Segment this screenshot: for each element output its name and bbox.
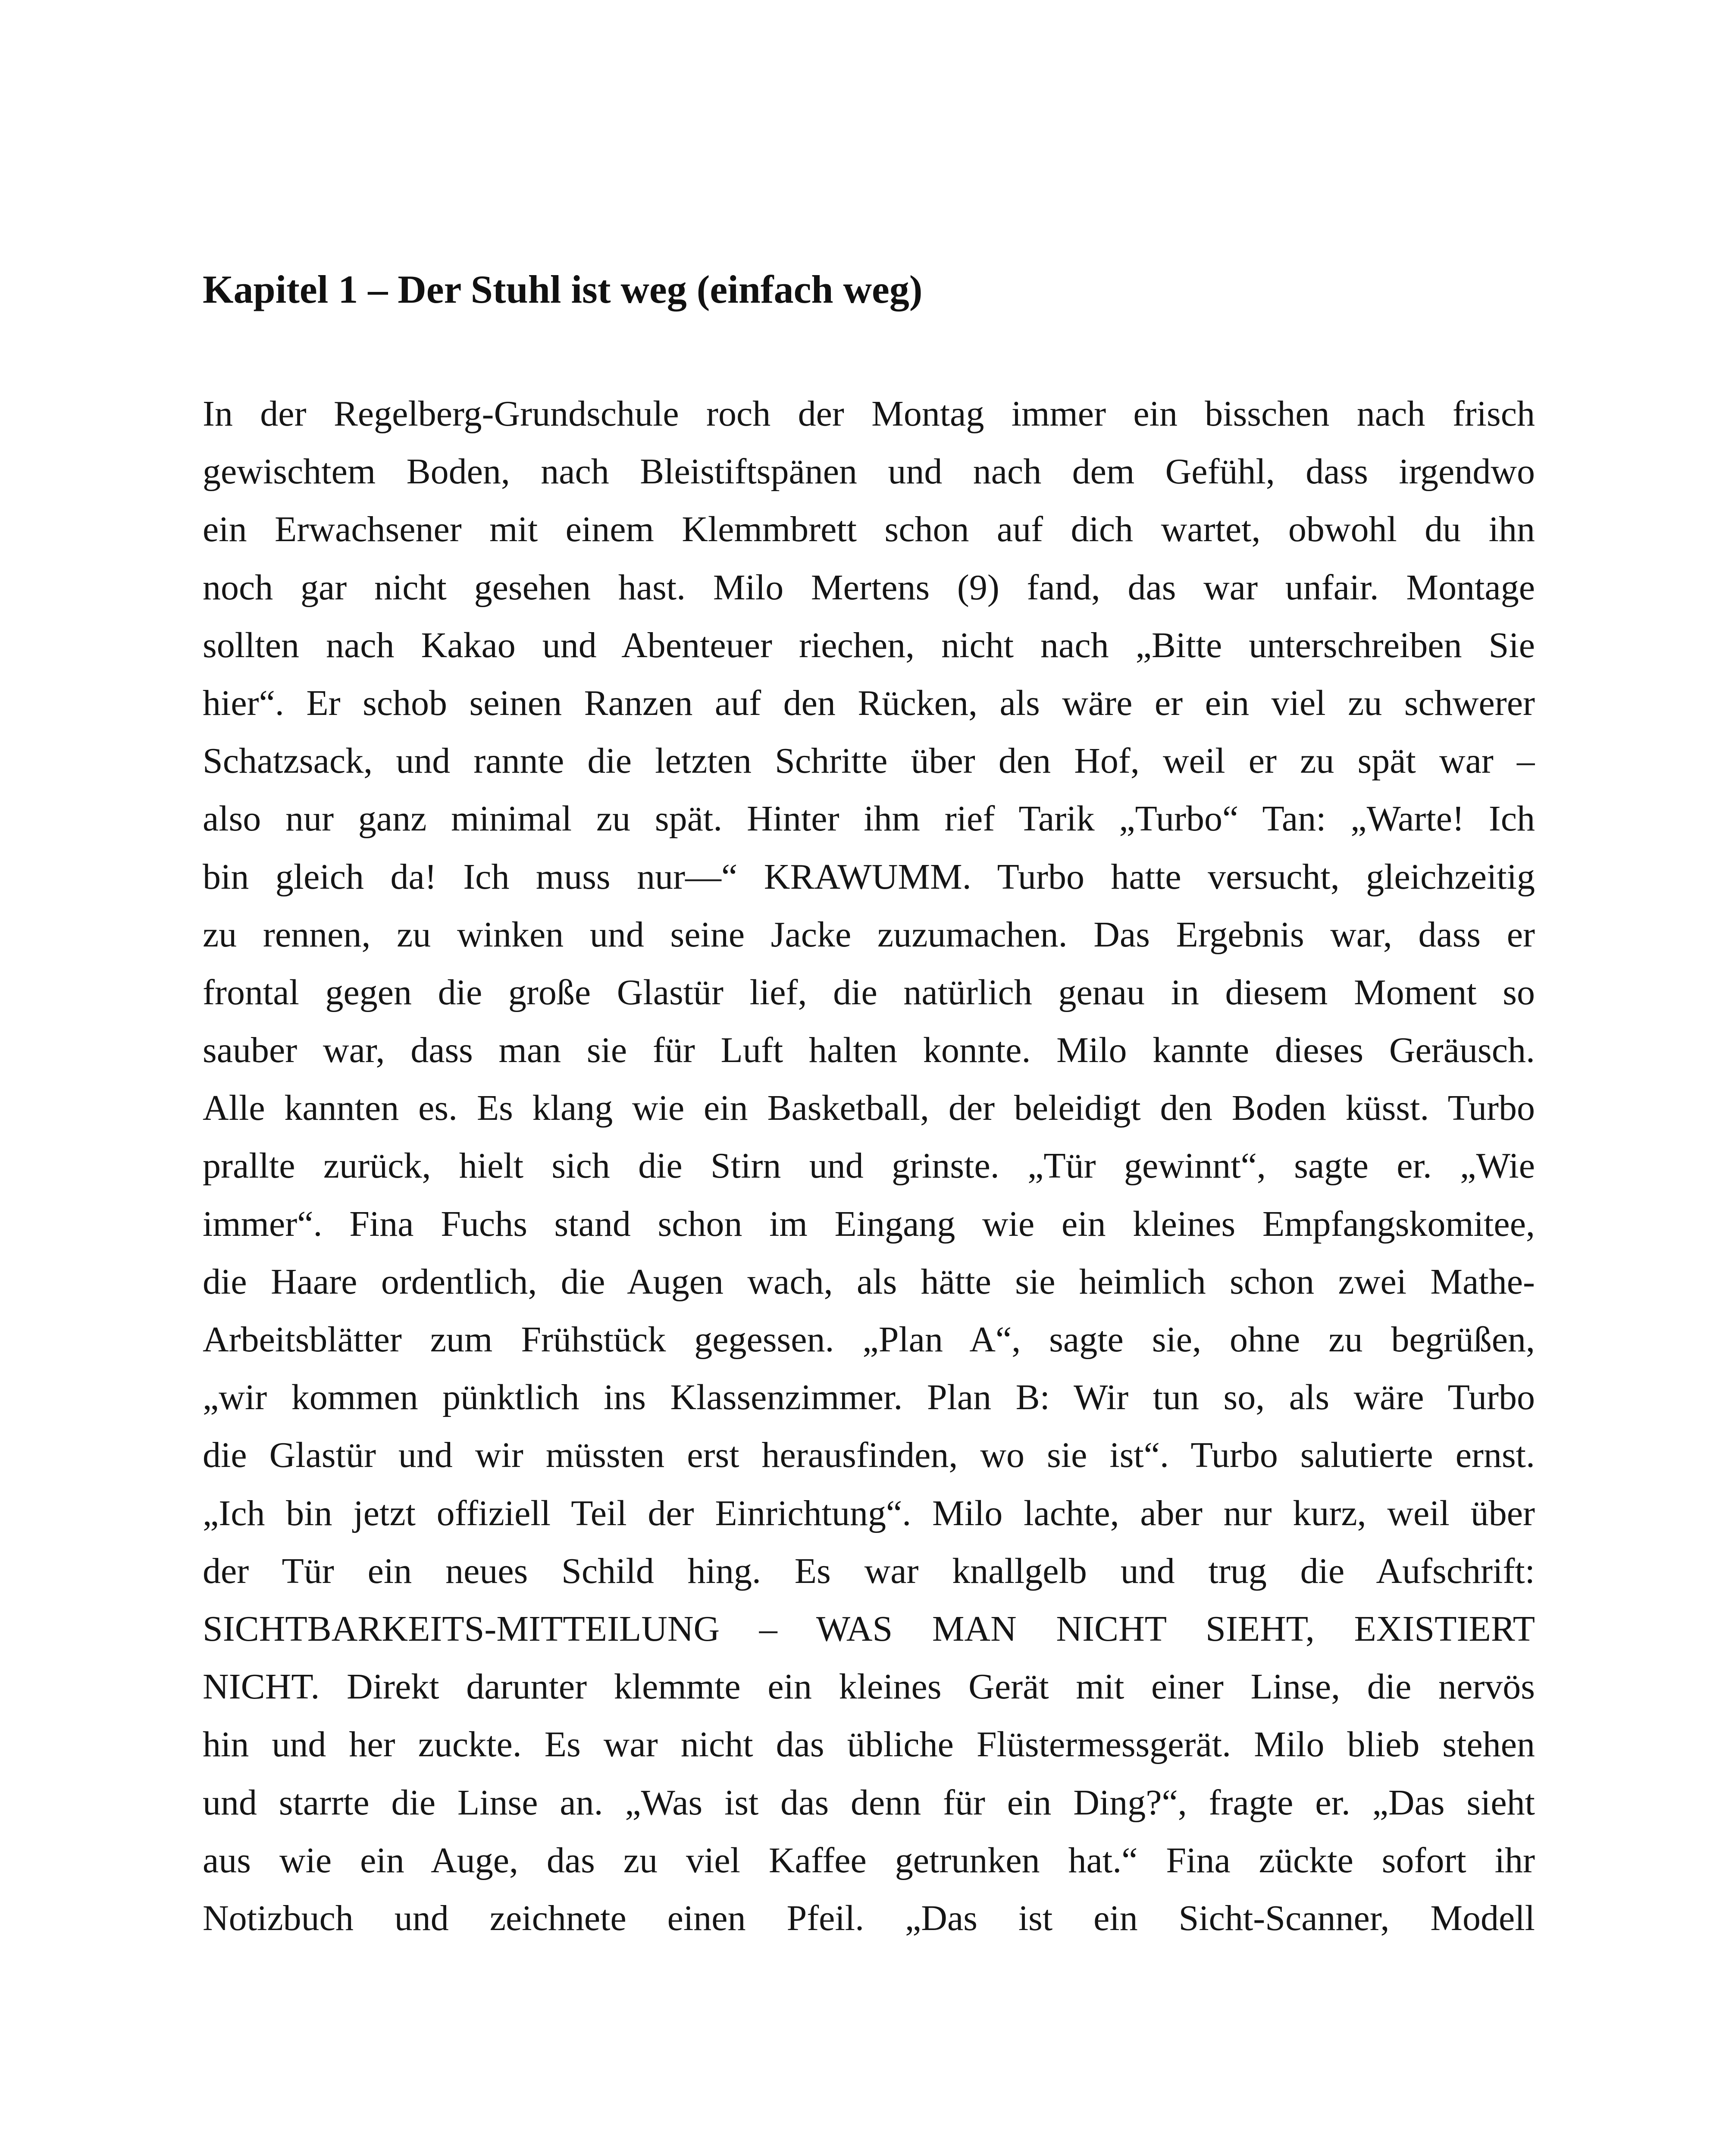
text-line: die Glastür und wir müssten erst herausfinden, wo sie ist“. Turbo salutierte ernst. [203,1435,1535,1476]
text-line: und starrte die Linse an. „Was ist das denn für ein Ding?“, fragte er. „Das sieht [203,1782,1535,1823]
text-line: „wir kommen pünktlich ins Klassenzimmer. Plan B: Wir tun so, als wäre Turbo [203,1377,1535,1418]
text-line: NICHT. Direkt darunter klemmte ein kleines Gerät mit einer Linse, die nervös [203,1667,1535,1707]
text-line: sauber war, dass man sie für Luft halten konnte. Milo kannte dieses Geräusch. [203,1030,1535,1071]
text-line: Notizbuch und zeichnete einen Pfeil. „Das ist ein Sicht-Scanner, Modell [203,1898,1535,1938]
text-line: hier“. Er schob seinen Ranzen auf den Rücken, als wäre er ein viel zu schwerer [203,683,1535,723]
text-line: frontal gegen die große Glastür lief, die natürlich genau in diesem Moment so [203,972,1535,1012]
text-line: noch gar nicht gesehen hast. Milo Mertens (9) fand, das war unfair. Montage [203,567,1535,608]
text-line: die Haare ordentlich, die Augen wach, als hätte sie heimlich schon zwei Mathe- [203,1261,1535,1302]
text-line: sollten nach Kakao und Abenteuer riechen, nicht nach „Bitte unterschreiben Sie [203,625,1535,665]
text-line: gewischtem Boden, nach Bleistiftspänen und nach dem Gefühl, dass irgendwo [203,451,1535,492]
text-line: „Ich bin jetzt offiziell Teil der Einrichtung“. Milo lachte, aber nur kurz, weil über [203,1493,1535,1533]
text-line: immer“. Fina Fuchs stand schon im Eingang wie ein kleines Empfangskomitee, [203,1203,1535,1244]
text-line: der Tür ein neues Schild hing. Es war knallgelb und trug die Aufschrift: [203,1551,1535,1591]
text-line: Schatzsack, und rannte die letzten Schritte über den Hof, weil er zu spät war – [203,741,1535,781]
text-line: Alle kannten es. Es klang wie ein Basketball, der beleidigt den Boden küsst. Turbo [203,1088,1535,1128]
text-line: zu rennen, zu winken und seine Jacke zuzumachen. Das Ergebnis war, dass er [203,914,1535,955]
text-line: bin gleich da! Ich muss nur—“ KRAWUMM. Turbo hatte versucht, gleichzeitig [203,856,1535,897]
text-line: prallte zurück, hielt sich die Stirn und grinste. „Tür gewinnt“, sagte er. „Wie [203,1146,1535,1186]
text-line: ein Erwachsener mit einem Klemmbrett schon auf dich wartet, obwohl du ihn [203,509,1535,550]
text-line: hin und her zuckte. Es war nicht das übliche Flüstermessgerät. Milo blieb stehen [203,1724,1535,1765]
text-line: In der Regelberg-Grundschule roch der Montag immer ein bisschen nach frisch [203,394,1535,434]
text-line: SICHTBARKEITS-MITTEILUNG – WAS MAN NICHT SIEHT, EXISTIERT [203,1608,1535,1649]
text-line: also nur ganz minimal zu spät. Hinter ihm rief Tarik „Turbo“ Tan: „Warte! Ich [203,799,1535,839]
text-line: Arbeitsblätter zum Frühstück gegessen. „Plan A“, sagte sie, ohne zu begrüßen, [203,1319,1535,1360]
chapter-heading: Kapitel 1 – Der Stuhl ist weg (einfach weg) [203,267,923,311]
text-line: aus wie ein Auge, das zu viel Kaffee getrunken hat.“ Fina zückte sofort ihr [203,1840,1535,1880]
chapter-body [203,385,1535,1947]
